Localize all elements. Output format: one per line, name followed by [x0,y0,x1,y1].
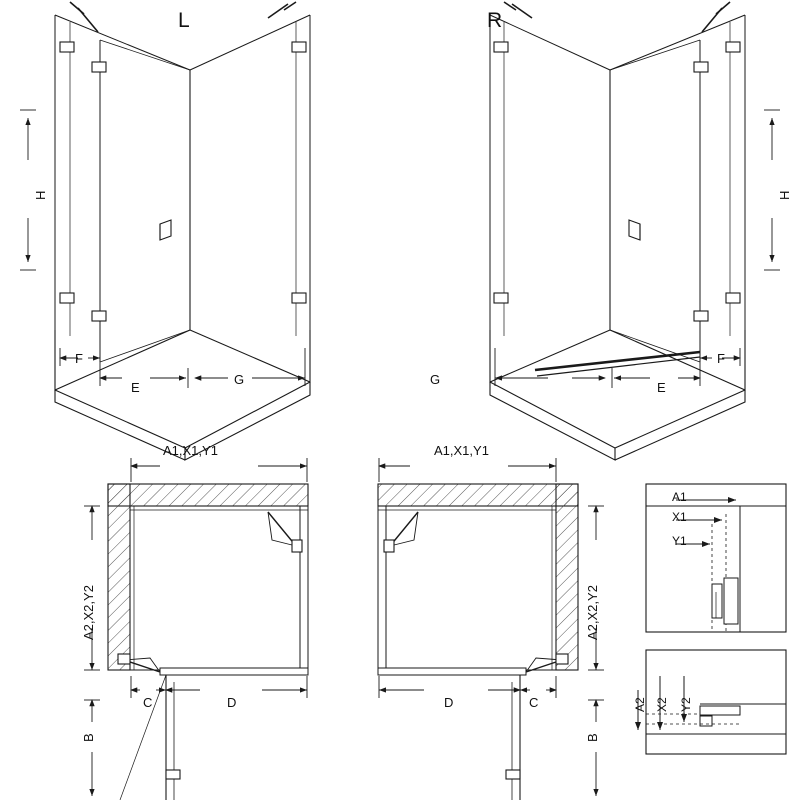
iso-right-label: R [487,9,503,32]
detail-top-label-x1: X1 [672,510,687,524]
dimension-label-f-right: F [717,351,725,366]
plan-left-dimension-d: D [227,695,237,710]
plan-left-side-dimension-label: A2,X2,Y2 [81,585,96,640]
plan-left-dimension-b: B [81,733,96,742]
detail-bottom-label-a2: A2 [633,697,647,712]
iso-left-label: L [178,9,190,32]
detail-top-label-y1: Y1 [672,534,687,548]
plan-left-top-dimension-label: A1,X1,Y1 [163,443,218,458]
detail-bottom-label-y2: Y2 [679,697,693,712]
plan-right-dimension-d: D [444,695,454,710]
detail-bottom-label-x2: X2 [655,697,669,712]
dimension-label-g-left: G [234,372,245,387]
dimension-label-g-right: G [430,372,441,387]
iso-view-left [55,2,310,460]
detail-top-label-a1: A1 [672,490,687,504]
plan-right-top-dimension-label: A1,X1,Y1 [434,443,489,458]
plan-right-side-dimension-label: A2,X2,Y2 [585,585,600,640]
dimension-label-h-left: H [33,190,48,200]
dimension-label-f-left: F [75,351,83,366]
dimensions-bottom-left [60,348,305,388]
plan-left-dimension-c: C [143,695,153,710]
dimensions-bottom-right [495,348,740,388]
plan-right-dimension-c: C [529,695,539,710]
detail-view-top [646,484,786,632]
dimension-label-e-right: E [657,380,666,395]
dimension-label-h-right: H [777,190,792,200]
plan-view-right [378,484,578,800]
plan-view-left [108,484,308,800]
iso-view-right [490,2,745,460]
plan-right-dimension-b: B [585,733,600,742]
dimension-label-e-left: E [131,380,140,395]
